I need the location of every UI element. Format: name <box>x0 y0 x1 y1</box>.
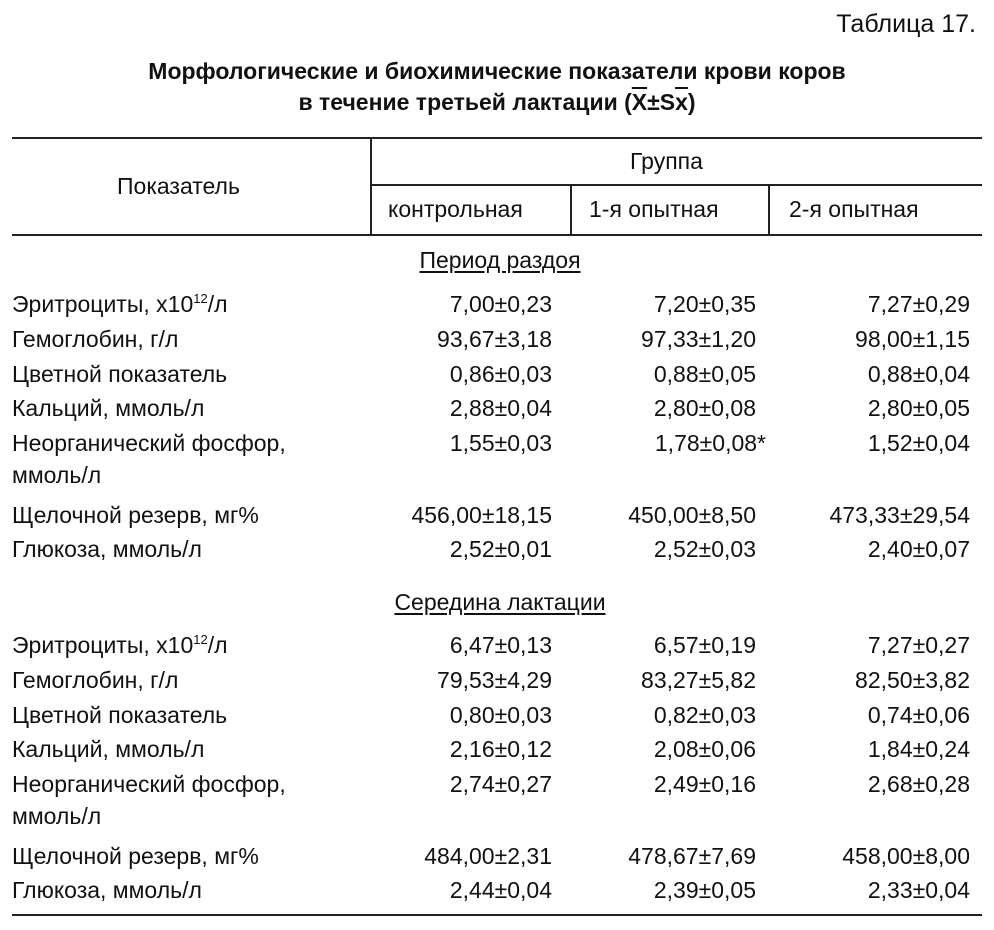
cell-exp1: 478,67±7,69 <box>628 843 756 869</box>
row-label: Глюкоза, ммоль/л <box>12 877 202 903</box>
cell-exp2: 2,40±0,07 <box>867 536 970 562</box>
row-label-line2: ммоль/л <box>12 462 102 488</box>
cell-control: 2,74±0,27 <box>449 771 552 797</box>
header-divider-3 <box>768 185 770 234</box>
cell-control: 1,55±0,03 <box>449 430 552 456</box>
cell-exp1: 450,00±8,50 <box>628 502 756 528</box>
cell-exp1: 83,27±5,82 <box>641 667 756 693</box>
cell-control: 0,80±0,03 <box>449 702 552 728</box>
section-title-1: Период раздоя <box>419 247 581 273</box>
row-label: Кальций, ммоль/л <box>12 395 205 421</box>
row-label: Неорганический фосфор, <box>12 771 286 797</box>
cell-exp2: 7,27±0,27 <box>867 632 970 658</box>
header-bottom-rule <box>12 234 982 236</box>
cell-exp2: 2,33±0,04 <box>867 877 970 903</box>
row-label-line2: ммоль/л <box>12 803 102 829</box>
title-line-2: в течение третьей лактации $(\overline{X}\pm S\overline{x})$ <box>298 89 696 115</box>
cell-control: 2,52±0,01 <box>449 536 552 562</box>
cell-control: 79,53±4,29 <box>437 667 552 693</box>
row-label: Щелочной резерв, мг% <box>12 843 259 869</box>
cell-exp1: 2,49±0,16 <box>653 771 756 797</box>
row-label: Глюкоза, ммоль/л <box>12 536 202 562</box>
cell-exp2: 2,80±0,05 <box>867 395 970 421</box>
header-divider-2 <box>570 185 572 234</box>
row-label: Неорганический фосфор, <box>12 430 286 456</box>
cell-exp1: 0,88±0,05 <box>653 361 756 387</box>
cell-exp1: 6,57±0,19 <box>653 632 756 658</box>
cell-exp2: 1,84±0,24 <box>867 736 970 762</box>
cell-exp2: 0,74±0,06 <box>867 702 970 728</box>
cell-control: 93,67±3,18 <box>437 326 552 352</box>
cell-exp1: 2,52±0,03 <box>653 536 756 562</box>
cell-control: 7,00±0,23 <box>449 291 552 317</box>
header-col-control: контрольная <box>388 196 523 222</box>
cell-control: 2,88±0,04 <box>449 395 552 421</box>
cell-exp1: 2,08±0,06 <box>653 736 756 762</box>
cell-exp2: 7,27±0,29 <box>867 291 970 317</box>
cell-control: 0,86±0,03 <box>449 361 552 387</box>
row-label: Эритроциты, $х10^{12}/л$ <box>12 291 228 317</box>
table-bottom-rule <box>12 914 982 916</box>
cell-control: 484,00±2,31 <box>424 843 552 869</box>
cell-exp2: 98,00±1,15 <box>855 326 970 352</box>
header-col-exp1: 1-я опытная <box>589 196 719 222</box>
row-label: Кальций, ммоль/л <box>12 736 205 762</box>
header-indicator: Показатель <box>117 173 240 199</box>
cell-control: 2,44±0,04 <box>449 877 552 903</box>
row-label: Гемоглобин, г/л <box>12 326 179 352</box>
group-divider-rule <box>371 184 982 186</box>
title-line-1: Морфологические и биохимические показатели крови коров <box>148 58 846 84</box>
cell-exp2: 0,88±0,04 <box>867 361 970 387</box>
header-group: Группа <box>630 148 703 174</box>
table-title <box>0 56 994 118</box>
cell-control: 456,00±18,15 <box>411 502 552 528</box>
cell-exp1: 2,39±0,05 <box>653 877 756 903</box>
cell-exp2: 82,50±3,82 <box>855 667 970 693</box>
cell-control: 2,16±0,12 <box>449 736 552 762</box>
row-label: Гемоглобин, г/л <box>12 667 179 693</box>
row-label: Эритроциты, $х10^{12}/л$ <box>12 632 228 658</box>
cell-exp1: 0,82±0,03 <box>653 702 756 728</box>
cell-exp2: 1,52±0,04 <box>867 430 970 456</box>
row-label: Цветной показатель <box>12 361 228 387</box>
section-title-2: Середина лактации <box>394 589 606 615</box>
row-label: Цветной показатель <box>12 702 228 728</box>
header-top-rule <box>12 137 982 139</box>
cell-exp1: 1,78±0,08* <box>654 430 766 456</box>
cell-exp1: 2,80±0,08 <box>653 395 756 421</box>
cell-exp2: 473,33±29,54 <box>829 502 970 528</box>
cell-exp1: 7,20±0,35 <box>653 291 756 317</box>
table-number: Таблица 17. <box>836 10 976 38</box>
cell-exp1: 97,33±1,20 <box>641 326 756 352</box>
header-divider-1 <box>370 138 372 234</box>
cell-exp2: 2,68±0,28 <box>867 771 970 797</box>
row-label: Щелочной резерв, мг% <box>12 502 259 528</box>
header-col-exp2: 2-я опытная <box>789 196 919 222</box>
cell-control: 6,47±0,13 <box>449 632 552 658</box>
cell-exp2: 458,00±8,00 <box>842 843 970 869</box>
